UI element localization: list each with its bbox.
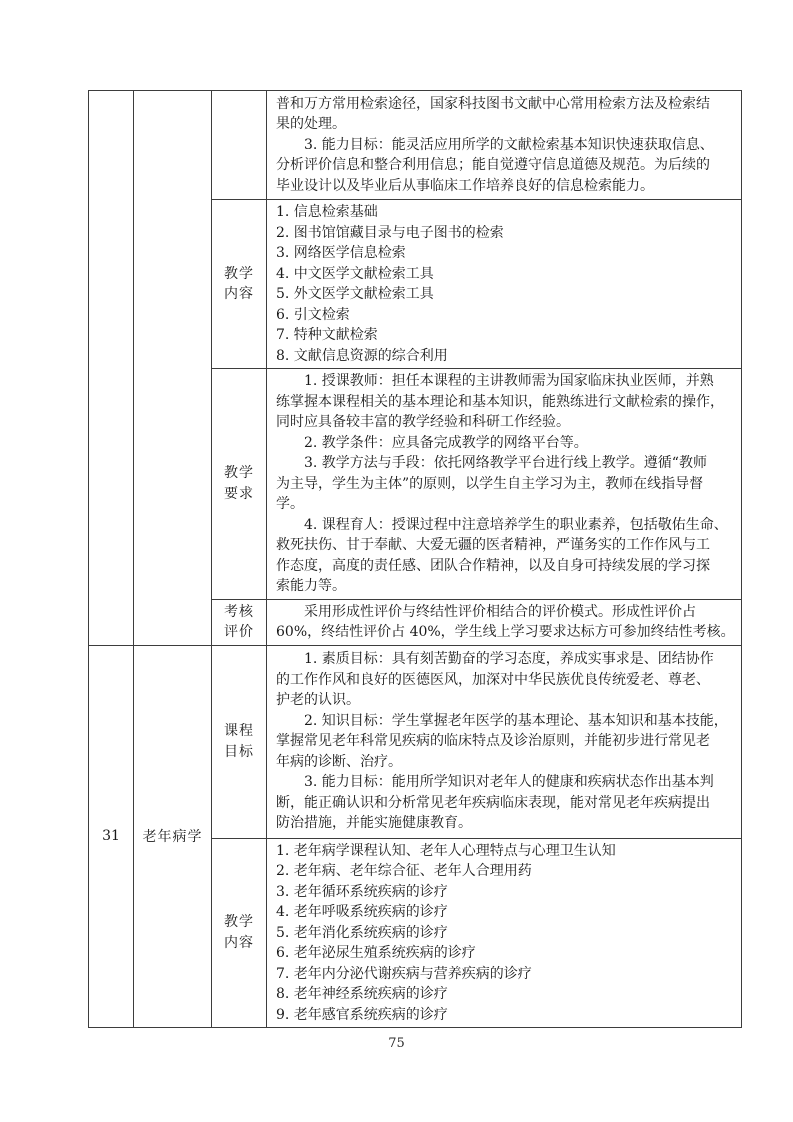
text-line: 防治措施，并能实施健康教育。 [276,815,472,832]
text-line: 断，能正确认识和分析常见老年疾病临床表现，能对常见老年疾病提出 [276,794,710,811]
text-line: 索能力等。 [276,578,346,594]
text-line: 2. 知识目标：学生掌握老年医学的基本理论、基本知识和基本技能， [276,712,728,729]
text-line: 4. 课程育人：授课过程中注意培养学生的职业素养，包括敬佑生命、 [276,516,728,533]
course-name-cell: 老年病学 [134,645,212,1028]
text-line: 9. 老年感官系统疾病的诊疗 [276,1006,448,1023]
section-content-objectives-continued [267,91,742,200]
table-row [89,91,742,200]
text-line: 为主导，学生为主体”的原则，以学生自主学习为主，教师在线指导督 [276,475,704,492]
text-line: 2. 图书馆馆藏目录与电子图书的检索 [276,224,504,241]
course-name-cell [134,91,212,646]
section-content-course-objectives [267,645,742,838]
text-line: 60%，终结性评价占 40%，学生线上学习要求达标方可参加终结性考核。 [276,624,735,640]
text-line: 教学 [224,914,254,931]
text-line: 5. 老年消化系统疾病的诊疗 [276,924,448,941]
text-line: 作态度，高度的责任感、团队合作精神，以及自身可持续发展的学习探 [276,557,710,574]
text-line: 练掌握本课程相关的基本理论和基本知识，能熟练进行文献检索的操作， [276,393,724,410]
text-line: 7. 老年内分泌代谢疾病与营养疾病的诊疗 [276,965,532,982]
text-line: 6. 老年泌尿生殖系统疾病的诊疗 [276,945,476,961]
section-label-teaching-content [212,838,267,1028]
section-label-course-objectives [212,645,267,838]
text-line: 8. 文献信息资源的综合利用 [276,347,448,364]
text-line: 考核 [224,603,254,620]
text-line: 3. 老年循环系统疾病的诊疗 [276,883,448,900]
course-index-cell: 31 [89,645,134,1028]
section-content-teaching-content [267,838,742,1028]
text-line: 1. 授课教师：担任本课程的主讲教师需为国家临床执业医师，并熟 [276,373,714,389]
section-content-teaching-requirements [267,369,742,600]
text-line: 2. 教学条件：应具备完成教学的网络平台等。 [276,434,588,451]
text-line: 毕业设计以及毕业后从事临床工作培养良好的信息检索能力。 [276,177,654,194]
section-label-cell [212,91,267,200]
text-line: 教学 [224,465,254,482]
text-line: 年病的诊断、治疗。 [276,753,402,770]
text-line: 评价 [224,624,254,640]
text-line: 2. 老年病、老年综合征、老年人合理用药 [276,863,532,879]
text-line: 普和万方常用检索途径，国家科技图书文献中心常用检索方法及检索结 [276,95,710,112]
text-line: 3. 能力目标：能灵活应用所学的文献检索基本知识快速获取信息、 [276,136,714,153]
section-label-assessment [212,599,267,645]
text-line: 4. 老年呼吸系统疾病的诊疗 [276,904,448,920]
text-line: 的工作作风和良好的医德医风，加深对中华民族优良传统爱老、尊老、 [276,671,710,688]
text-line: 目标 [224,743,254,760]
table-row [89,645,742,838]
text-line: 护老的认识。 [276,692,360,709]
text-line: 8. 老年神经系统疾病的诊疗 [276,986,448,1002]
text-line: 1. 老年病学课程认知、老年人心理特点与心理卫生认知 [276,842,616,859]
text-line: 救死扶伤、甘于奉献、大爱无疆的医者精神，严谨务实的工作作风与工 [276,537,710,553]
section-label-teaching-content [212,200,267,369]
text-line: 3. 教学方法与手段：依托网络教学平台进行线上教学。遵循“教师 [276,455,707,471]
text-line: 内容 [224,286,254,302]
text-line: 3. 能力目标：能用所学知识对老年人的健康和疾病状态作出基本判 [276,774,714,791]
text-line: 掌握常见老年科常见疾病的临床特点及诊治原则，并能初步进行常见老 [276,733,710,750]
text-line: 分析评价信息和整合利用信息；能自觉遵守信息道德及规范。为后续的 [276,157,710,174]
text-line: 1. 素质目标：具有刻苦勤奋的学习态度，养成实事求是、团结协作 [276,651,714,668]
text-line: 要求 [224,485,254,502]
text-line: 6. 引文检索 [276,306,350,323]
text-line: 果的处理。 [276,116,346,133]
course-index-cell [89,91,134,646]
text-line: 内容 [224,934,254,951]
text-line: 4. 中文医学文献检索工具 [276,265,434,282]
section-content-teaching-content [267,200,742,369]
text-line: 5. 外文医学文献检索工具 [276,286,434,302]
page-number: 75 [388,1036,405,1051]
section-label-teaching-requirements [212,369,267,600]
text-line: 3. 网络医学信息检索 [276,245,406,261]
text-line: 7. 特种文献检索 [276,327,378,343]
text-line: 采用形成性评价与终结性评价相结合的评价模式。形成性评价占 [276,603,696,620]
text-line: 课程 [224,723,254,739]
text-line: 教学 [224,265,254,282]
section-content-assessment [267,599,742,645]
text-line: 学。 [276,496,304,512]
text-line: 同时应具备较丰富的教学经验和科研工作经验。 [276,414,570,430]
syllabus-table [88,90,742,1028]
text-line: 1. 信息检索基础 [276,204,378,220]
